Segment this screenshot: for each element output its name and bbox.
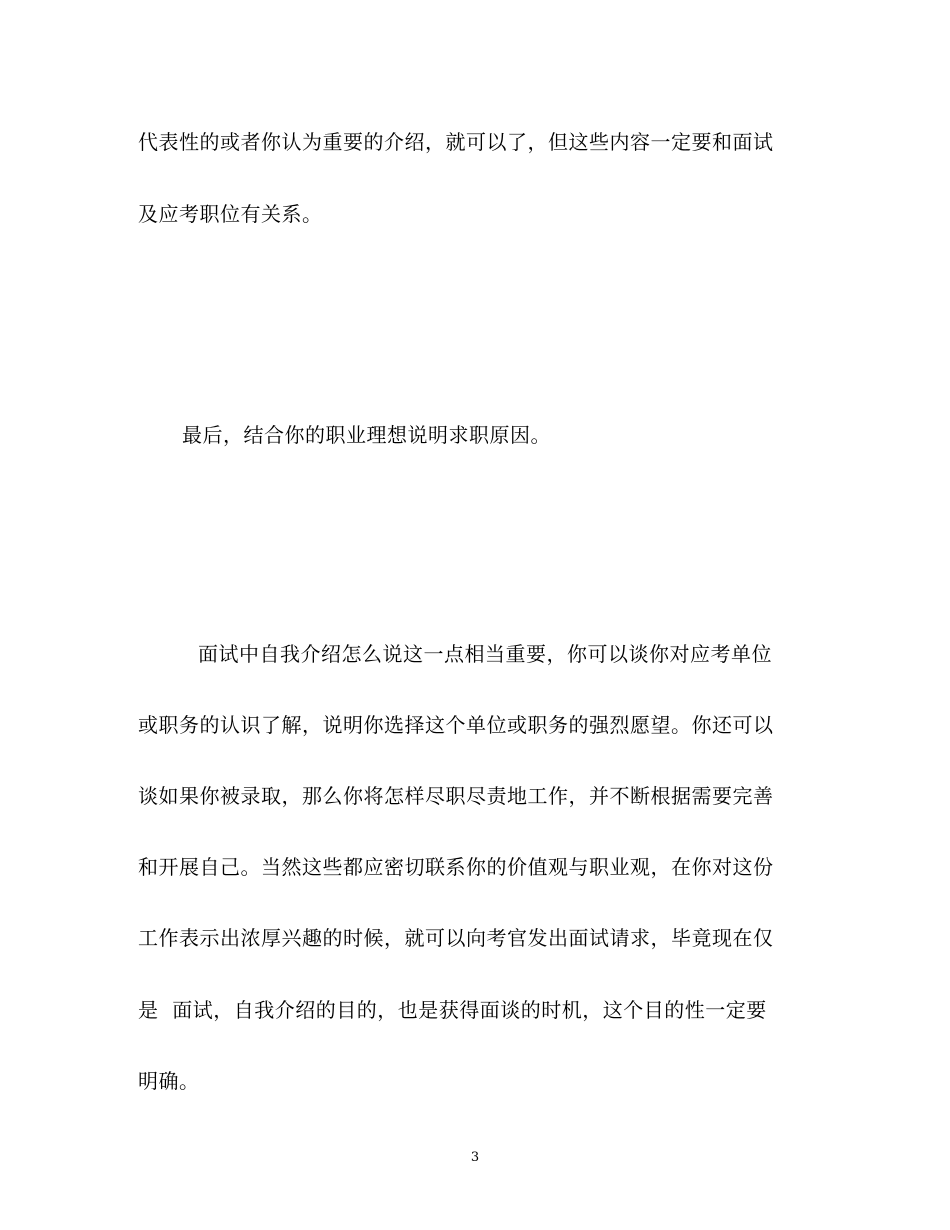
paragraph-3-line-7: 明确。 — [138, 1069, 200, 1093]
page-number: 3 — [470, 1150, 480, 1165]
paragraph-3-line-2: 或职务的认识了解，说明你选择这个单位或职务的强烈愿望。你还可以 — [138, 713, 774, 737]
paragraph-1-line-1: 代表性的或者你认为重要的介绍，就可以了，但这些内容一定要和面试 — [138, 130, 774, 154]
paragraph-3-line-4: 和开展自己。当然这些都应密切联系你的价值观与职业观，在你对这份 — [138, 855, 774, 879]
paragraph-1-line-2: 及应考职位有关系。 — [138, 202, 323, 226]
paragraph-3-line-1: 面试中自我介绍怎么说这一点相当重要，你可以谈你对应考单位 — [198, 642, 772, 666]
paragraph-3-line-3: 谈如果你被录取，那么你将怎样尽职尽责地工作，并不断根据需要完善 — [138, 784, 774, 808]
paragraph-3-line-6: 是 面试，自我介绍的目的，也是获得面谈的时机，这个目的性一定要 — [138, 998, 767, 1022]
paragraph-2-line-1: 最后，结合你的职业理想说明求职原因。 — [182, 423, 551, 447]
paragraph-3-line-5: 工作表示出浓厚兴趣的时候，就可以向考官发出面试请求，毕竟现在仅 — [138, 926, 774, 950]
